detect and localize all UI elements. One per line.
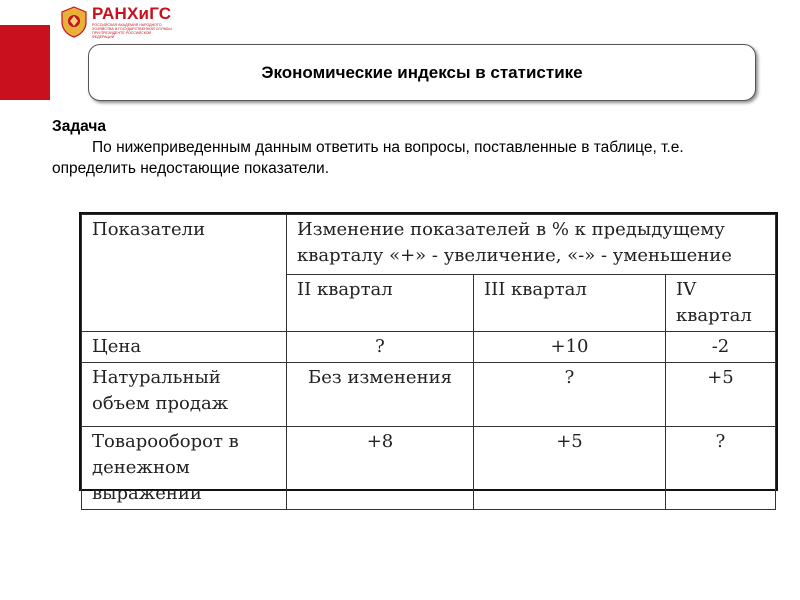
table-cell: -2 bbox=[666, 332, 776, 363]
data-table bbox=[79, 212, 778, 504]
table-cell: +5 bbox=[666, 363, 776, 427]
table-cell: +5 bbox=[474, 427, 666, 510]
header-quarter-3: III квартал bbox=[474, 275, 666, 332]
task-block bbox=[52, 116, 752, 179]
slide-title: Экономические индексы в статистике bbox=[261, 62, 583, 82]
logo-name: РАНХиГС bbox=[92, 3, 172, 23]
table-row bbox=[82, 363, 776, 427]
task-heading: Задача bbox=[52, 118, 107, 135]
table-row bbox=[82, 332, 776, 363]
header-change: Изменение показателей в % к предыдущему кварталу «+» - увеличение, «-» - уменьшение bbox=[287, 215, 776, 275]
task-text: По нижеприведенным данным ответить на вопросы, поставленные в таблице, т.е. определить недостающие показатели. bbox=[52, 139, 684, 177]
emblem-icon bbox=[60, 6, 88, 38]
header-indicators: Показатели bbox=[82, 215, 287, 332]
table-cell: +10 bbox=[474, 332, 666, 363]
table-cell: ? bbox=[287, 332, 474, 363]
logo bbox=[60, 4, 174, 40]
row-label: Товарооборот в денежном выражении bbox=[82, 427, 287, 510]
table-row bbox=[82, 427, 776, 510]
table-cell: ? bbox=[474, 363, 666, 427]
header-quarter-2: II квартал bbox=[287, 275, 474, 332]
table-cell: +8 bbox=[287, 427, 474, 510]
row-label: Цена bbox=[82, 332, 287, 363]
header-quarter-4: IV квартал bbox=[666, 275, 776, 332]
title-box bbox=[88, 44, 756, 101]
row-label: Натуральный объем продаж bbox=[82, 363, 287, 427]
logo-subtitle: РОССИЙСКАЯ АКАДЕМИЯ НАРОДНОГО ХОЗЯЙСТВА И ГОСУДАРСТВЕННОЙ СЛУЖБЫ ПРИ ПРЕЗИДЕНТЕ РОССИЙСКОЙ ФЕДЕРАЦИИ bbox=[92, 22, 172, 40]
table-cell: Без изменения bbox=[287, 363, 474, 427]
table-cell: ? bbox=[666, 427, 776, 510]
red-accent-bar bbox=[0, 25, 50, 100]
